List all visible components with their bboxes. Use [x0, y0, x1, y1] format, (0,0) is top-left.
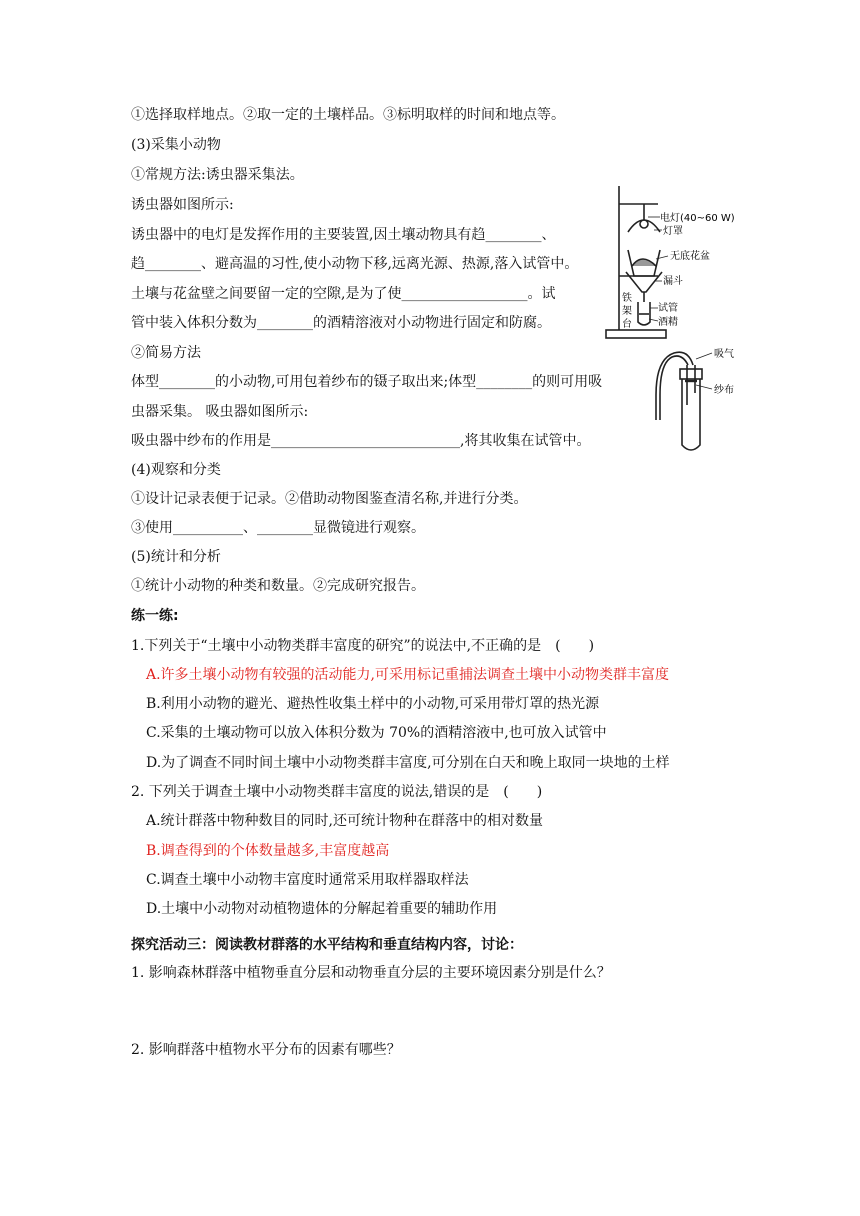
figure-label: 无底花盆 [670, 251, 710, 262]
figure-label: 电灯(40~60 W) [660, 213, 735, 224]
text-line: ①常规方法:诱虫器采集法。 [131, 167, 304, 183]
discussion-question-2: 2. 影响群落中植物水平分布的因素有哪些？ [131, 1042, 401, 1058]
text-line: 趋________、避高温的习性,使小动物下移,远离光源、热源,落入试管中。 [131, 256, 579, 272]
text-line: ①选择取样地点。②取一定的土壤样品。③标明取样的时间和地点等。 [131, 107, 565, 123]
text-line: (5)统计和分析 [131, 549, 221, 565]
figure-label: 铁 [622, 293, 632, 304]
question-1-option-a: A.许多土壤小动物有较强的活动能力,可采用标记重捕法调查土壤中小动物类群丰富度 [146, 667, 670, 683]
text-line: (3)采集小动物 [131, 137, 221, 153]
question-1-option-b: B.利用小动物的避光、避热性收集土样中的小动物,可采用带灯罩的热光源 [146, 696, 600, 712]
text-line: 管中装入体积分数为________的酒精溶液对小动物进行固定和防腐。 [131, 315, 551, 331]
question-2-option-c: C.调查土壤中小动物丰富度时通常采用取样器取样法 [146, 872, 469, 888]
question-1-stem: 1.下列关于“土壤中小动物类群丰富度的研究”的说法中,不正确的是 ( ) [131, 638, 595, 654]
figure-label: 吸气 [714, 349, 734, 360]
question-1-option-c: C.采集的土壤动物可以放入体积分数为 70%的酒精溶液中,也可放入试管中 [146, 725, 607, 741]
question-2-option-d: D.土壤中小动物对动植物遗体的分解起着重要的辅助作用 [146, 901, 498, 917]
question-2-stem: 2. 下列关于调查土壤中小动物类群丰富度的说法,错误的是 ( ) [131, 784, 543, 800]
text-line: 虫器采集。 吸虫器如图所示: [131, 404, 309, 420]
figure-label: 试管 [658, 303, 678, 314]
text-line: ③使用__________、________显微镜进行观察。 [131, 520, 425, 536]
question-2-option-b: B.调查得到的个体数量越多,丰富度越高 [146, 843, 390, 859]
text-line: 诱虫器如图所示: [131, 197, 234, 213]
activity-heading: 探究活动三：阅读教材群落的水平结构和垂直结构内容，讨论： [131, 937, 523, 953]
figure-label: 架 [622, 306, 632, 317]
text-line: ①统计小动物的种类和数量。②完成研究报告。 [131, 578, 425, 594]
discussion-question-1: 1. 影响森林群落中植物垂直分层和动物垂直分层的主要环境因素分别是什么？ [131, 965, 611, 981]
question-1-option-d: D.为了调查不同时间土壤中小动物类群丰富度,可分别在白天和晚上取同一块地的土样 [146, 755, 670, 771]
figure-label: 酒精 [658, 317, 678, 328]
text-line: (4)观察和分类 [131, 462, 221, 478]
insect-trap-figure [598, 180, 748, 345]
question-2-option-a: A.统计群落中物种数目的同时,还可统计物种在群落中的相对数量 [146, 813, 544, 829]
text-line: 体型________的小动物,可用包着纱布的镊子取出来;体型________的则可用吸 [131, 374, 603, 390]
text-line: 吸虫器中纱布的作用是___________________________,将其收集在试管中。 [131, 433, 591, 449]
figure-label: 漏斗 [663, 276, 683, 287]
text-line: 土壤与花盆壁之间要留一定的空隙,是为了使__________________。试 [131, 286, 556, 302]
figure-label: 灯罩 [663, 226, 683, 237]
text-line: ②简易方法 [131, 345, 201, 361]
figure-label: 台 [622, 319, 632, 330]
aspirator-figure [652, 345, 752, 460]
figure-label: 纱布 [714, 385, 734, 396]
text-line: 诱虫器中的电灯是发挥作用的主要装置,因土壤动物具有趋________、 [131, 227, 556, 243]
practice-heading: 练一练: [131, 608, 179, 624]
text-line: ①设计记录表便于记录。②借助动物图鉴查清名称,并进行分类。 [131, 491, 528, 507]
